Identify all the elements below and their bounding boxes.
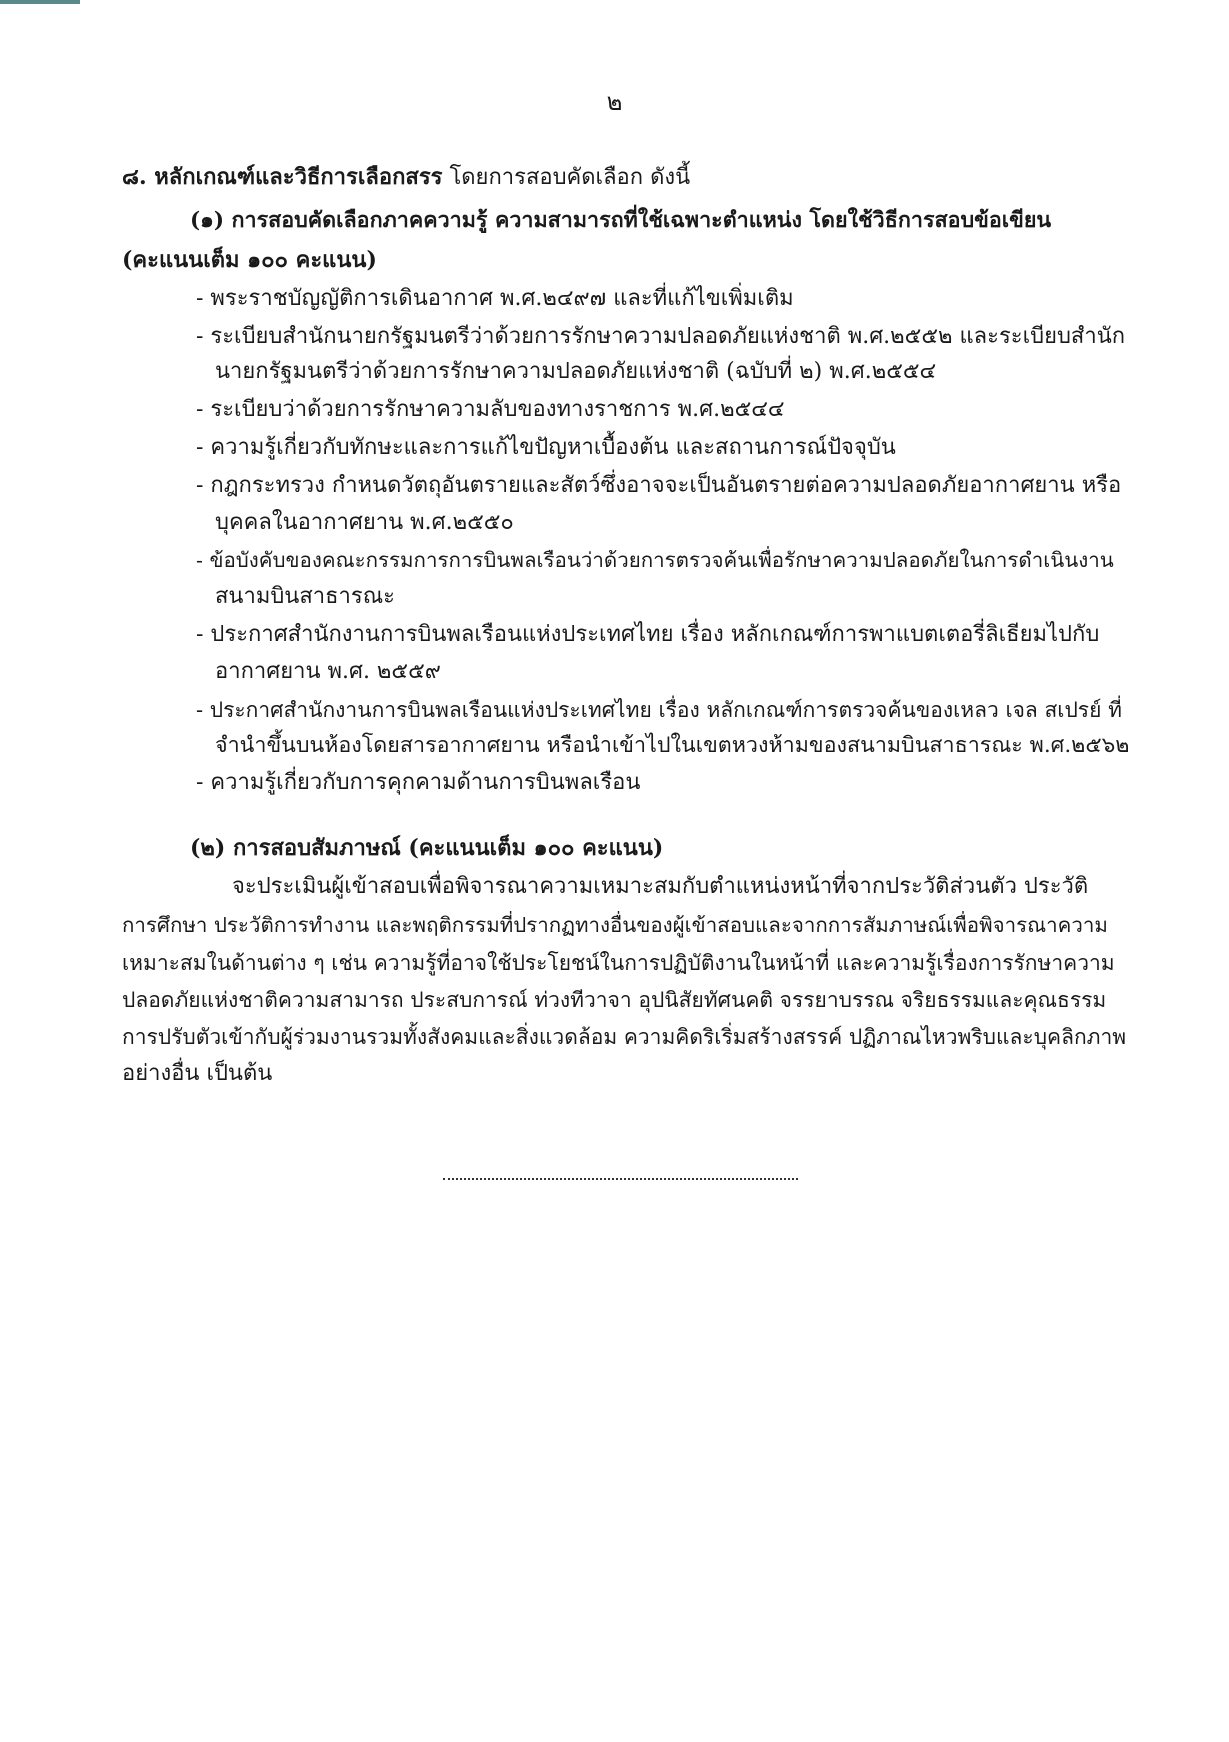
exam-topic-item: - พระราชบัญญัติการเดินอากาศ พ.ศ.๒๔๙๗ และที่แก้ไขเพิ่มเติม — [196, 286, 794, 311]
exam-topic-item-continued: สนามบินสาธารณะ — [215, 584, 395, 609]
written-exam-score: (คะแนนเต็ม ๑๐๐ คะแนน) — [122, 247, 377, 273]
page-number: ๒ — [606, 88, 623, 116]
interview-paragraph-line: อย่างอื่น เป็นต้น — [122, 1061, 273, 1086]
exam-topic-item: - ระเบียบว่าด้วยการรักษาความลับของทางราชการ พ.ศ.๒๕๔๔ — [196, 397, 785, 422]
exam-topic-item-continued: บุคคลในอากาศยาน พ.ศ.๒๕๕๐ — [215, 510, 514, 535]
interview-paragraph-line: ปลอดภัยแห่งชาติความสามารถ ประสบการณ์ ท่วงทีวาจา อุปนิสัยทัศนคติ จรรยาบรรณ จริยธรรมและคุณธรรม — [122, 988, 1107, 1012]
exam-topic-item: - กฎกระทรวง กำหนดวัตถุอันตรายและสัตว์ซึ่งอาจจะเป็นอันตรายต่อความปลอดภัยอากาศยาน หรือ — [196, 473, 1122, 498]
exam-topic-item: - ข้อบังคับของคณะกรรมการการบินพลเรือนว่าด้วยการตรวจค้นเพื่อรักษาความปลอดภัยในการดำเนินงาน — [196, 548, 1114, 572]
exam-topic-item: - ประกาศสำนักงานการบินพลเรือนแห่งประเทศไทย เรื่อง หลักเกณฑ์การตรวจค้นของเหลว เจล สเปรย์ ที่ — [196, 698, 1122, 722]
interview-paragraph-line: การปรับตัวเข้ากับผู้ร่วมงานรวมทั้งสังคมและสิ่งแวดล้อม ความคิดริเริ่มสร้างสรรค์ ปฏิภาณไหวพริบและบุคลิกภาพ — [122, 1025, 1127, 1049]
section-8-heading — [122, 162, 690, 193]
section-8-title: ๘. หลักเกณฑ์และวิธีการเลือกสรร — [122, 164, 443, 190]
interview-heading: (๒) การสอบสัมภาษณ์ (คะแนนเต็ม ๑๐๐ คะแนน) — [190, 835, 664, 861]
exam-topic-item: - ความรู้เกี่ยวกับการคุกคามด้านการบินพลเรือน — [196, 770, 641, 795]
exam-topic-item: - ระเบียบสำนักนายกรัฐมนตรีว่าด้วยการรักษาความปลอดภัยแห่งชาติ พ.ศ.๒๕๕๒ และระเบียบสำนัก — [196, 324, 1126, 349]
interview-paragraph-line: การศึกษา ประวัติการทำงาน และพฤติกรรมที่ปรากฏทางอื่นของผู้เข้าสอบและจากการสัมภาษณ์เพื่อพิจารณาความ — [122, 913, 1108, 937]
exam-topic-item: - ความรู้เกี่ยวกับทักษะและการแก้ไขปัญหาเบื้องต้น และสถานการณ์ปัจจุบัน — [196, 435, 896, 460]
interview-paragraph-line: จะประเมินผู้เข้าสอบเพื่อพิจารณาความเหมาะสมกับตำแหน่งหน้าที่จากประวัติส่วนตัว ประวัติ — [232, 874, 1089, 899]
section-8-subtitle: โดยการสอบคัดเลือก ดังนี้ — [449, 165, 691, 190]
exam-topic-item-continued: นายกรัฐมนตรีว่าด้วยการรักษาความปลอดภัยแห่งชาติ (ฉบับที่ ๒) พ.ศ.๒๕๕๔ — [215, 359, 937, 384]
exam-topic-item: - ประกาศสำนักงานการบินพลเรือนแห่งประเทศไทย เรื่อง หลักเกณฑ์การพาแบตเตอรี่ลิเธียมไปกับ — [196, 622, 1100, 647]
written-exam-heading: (๑) การสอบคัดเลือกภาคความรู้ ความสามารถที่ใช้เฉพาะตำแหน่ง โดยใช้วิธีการสอบข้อเขียน — [190, 208, 1052, 233]
exam-topic-item-continued: จำนำขึ้นบนห้องโดยสารอากาศยาน หรือนำเข้าไปในเขตหวงห้ามของสนามบินสาธารณะ พ.ศ.๒๕๖๒ — [215, 733, 1130, 758]
interview-paragraph-line: เหมาะสมในด้านต่าง ๆ เช่น ความรู้ที่อาจใช้ประโยชน์ในการปฏิบัติงานในหน้าที่ และความรู้เรื่องการรักษาความ — [122, 951, 1115, 975]
exam-topic-item-continued: อากาศยาน พ.ศ. ๒๕๕๙ — [215, 659, 441, 684]
end-dotted-rule — [443, 1178, 798, 1180]
